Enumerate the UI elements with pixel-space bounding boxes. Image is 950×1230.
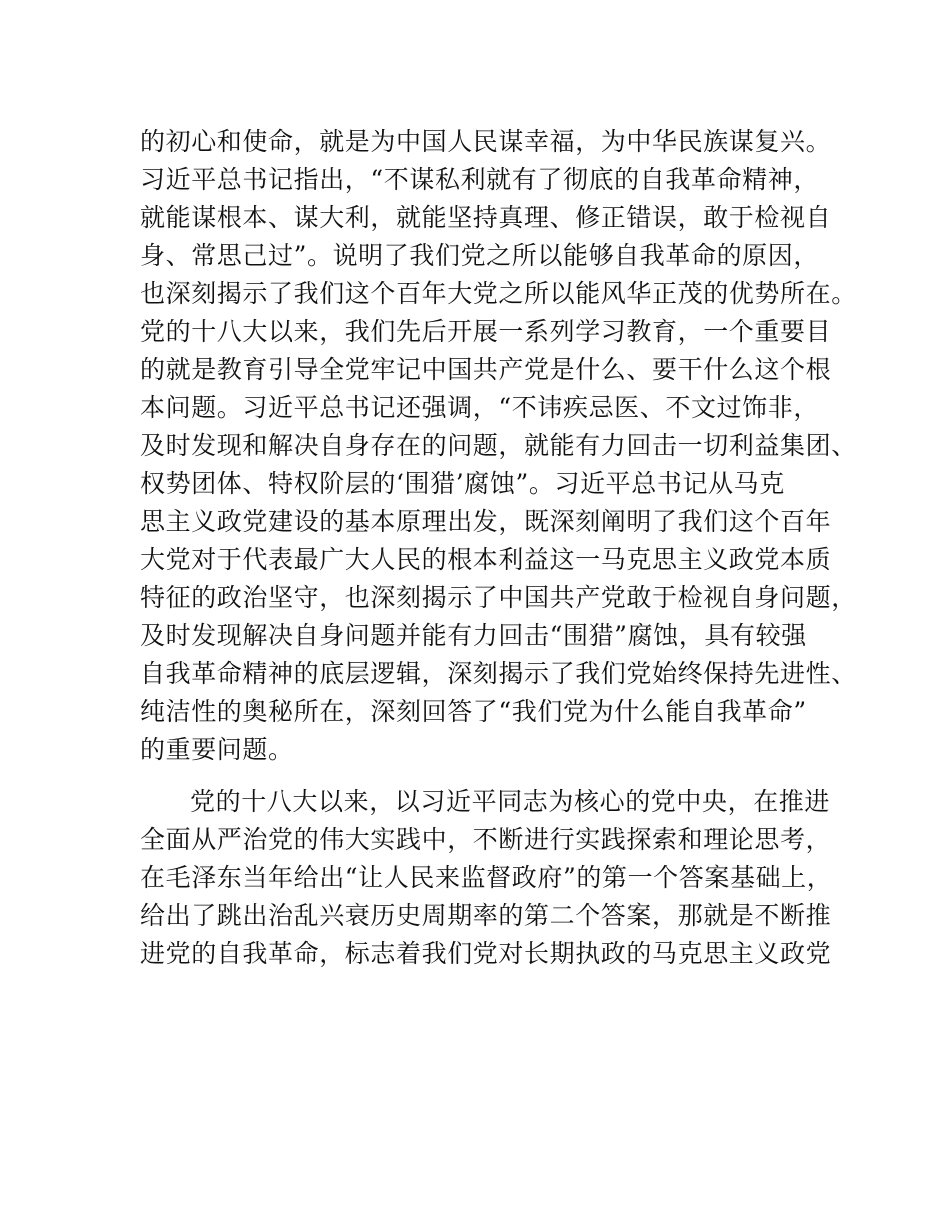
text-line: 自我革命精神的底层逻辑，深刻揭示了我们党始终保持先进性、 [140,659,857,688]
paragraph-first-line: 党的十八大以来，以习近平同志为核心的党中央，在推进 [190,787,831,816]
text-line: 思主义政党建设的基本原理出发，既深刻阐明了我们这个百年 [140,507,832,536]
text-line: 习近平总书记指出，“不谋私利就有了彻底的自我革命精神， [140,165,819,194]
text-line: 纯洁性的奥秘所在，深刻回答了“我们党为什么能自我革命” [140,697,807,726]
text-line: 全面从严治党的伟大实践中，不断进行实践探索和理论思考， [140,825,832,854]
text-line: 权势团体、特权阶层的‘围猎’腐蚀”。习近平总书记从马克 [140,469,785,498]
text-line: 也深刻揭示了我们这个百年大党之所以能风华正茂的优势所在。 [140,279,857,308]
text-line: 进党的自我革命，标志着我们党对长期执政的马克思主义政党 [140,939,832,968]
text-line: 本问题。习近平总书记还强调，“不讳疾忌医、不文过饰非， [140,393,819,422]
text-line: 的重要问题。 [140,735,294,764]
text-line: 大党对于代表最广大人民的根本利益这一马克思主义政党本质 [140,545,832,574]
text-line: 身、常思己过”。说明了我们党之所以能够自我革命的原因， [140,241,819,270]
document-body [140,123,857,973]
text-line: 给出了跳出治乱兴衰历史周期率的第二个答案，那就是不断推 [140,901,832,930]
text-line: 的就是教育引导全党牢记中国共产党是什么、要干什么这个根 [140,355,832,384]
text-line: 及时发现解决自身问题并能有力回击“围猎”腐蚀，具有较强 [140,621,807,650]
text-line: 在毛泽东当年给出“让人民来监督政府”的第一个答案基础上， [140,863,833,892]
text-line: 特征的政治坚守，也深刻揭示了中国共产党敢于检视自身问题， [140,583,857,612]
text-line: 党的十八大以来，我们先后开展一系列学习教育，一个重要目 [140,317,832,346]
text-line: 的初心和使命，就是为中国人民谋幸福，为中华民族谋复兴。 [140,127,832,156]
paragraph-gap [140,769,840,783]
text-line: 就能谋根本、谋大利，就能坚持真理、修正错误，敢于检视自 [140,203,832,232]
text-line: 及时发现和解决自身存在的问题，就能有力回击一切利益集团、 [140,431,857,460]
